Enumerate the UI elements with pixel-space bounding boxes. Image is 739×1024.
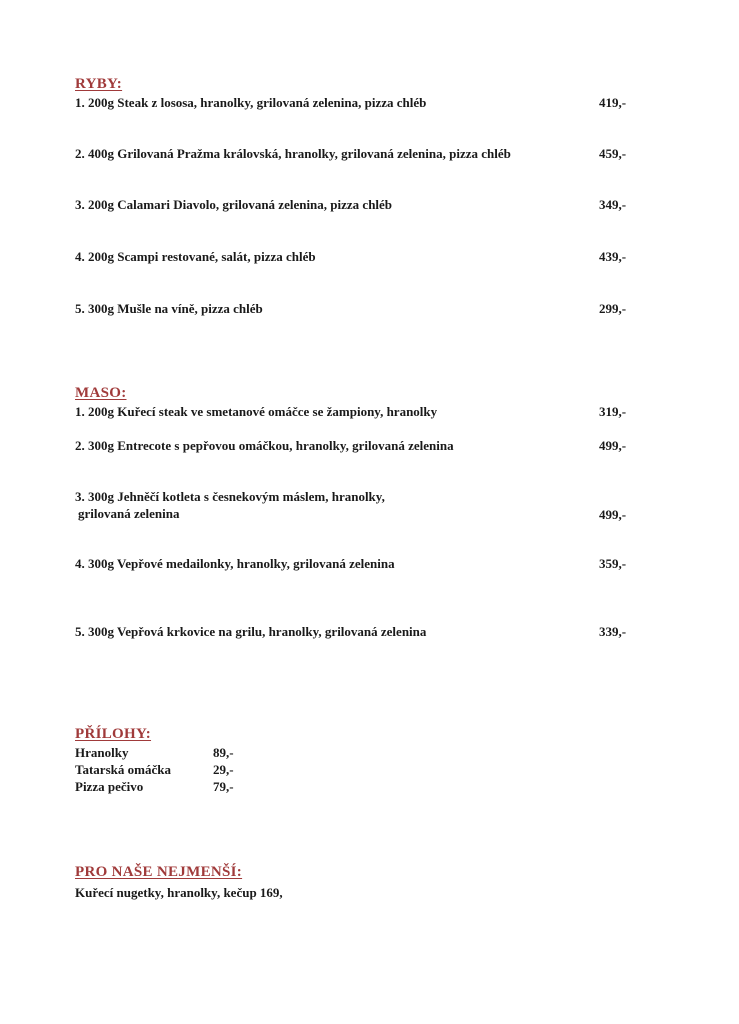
menu-item-fish-2: 2. 400g Grilovaná Pražma královská, hranolky, grilovaná zelenina, pizza chléb (75, 146, 511, 161)
menu-price-fish-4: 439,- (599, 249, 627, 264)
menu-item-fish-3: 3. 200g Calamari Diavolo, grilovaná zelenina, pizza chléb (75, 197, 393, 212)
menu-price-fish-2: 459,- (599, 146, 627, 161)
menu-item-meat-2: 2. 300g Entrecote s pepřovou omáčkou, hranolky, grilovaná zelenina (75, 438, 454, 453)
section-heading-kids: PRO NAŠE NEJMENŠÍ: (75, 864, 243, 880)
side-item-3: Pizza pečivo (75, 779, 144, 794)
menu-item-meat-3 (75, 488, 385, 522)
side-price-1: 89,- (213, 745, 234, 760)
menu-item-meat-3-line1: 3. 300g Jehněčí kotleta s česnekovým máslem, hranolky, (75, 489, 385, 504)
menu-price-fish-5: 299,- (599, 301, 627, 316)
menu-price-meat-4: 359,- (599, 556, 627, 571)
side-item-1: Hranolky (75, 745, 129, 760)
section-heading-sides: PŘÍLOHY: (75, 726, 152, 742)
side-price-2: 29,- (213, 762, 234, 777)
section-heading-meat: MASO: (75, 385, 127, 401)
menu-item-meat-4: 4. 300g Vepřové medailonky, hranolky, grilovaná zelenina (75, 556, 395, 571)
side-item-2: Tatarská omáčka (75, 762, 171, 777)
menu-price-meat-3: 499,- (599, 507, 627, 522)
menu-item-fish-5: 5. 300g Mušle na víně, pizza chléb (75, 301, 263, 316)
section-heading-fish: RYBY: (75, 76, 123, 92)
menu-item-meat-3-line2: grilovaná zelenina (78, 506, 180, 521)
menu-item-meat-1: 1. 200g Kuřecí steak ve smetanové omáčce se žampiony, hranolky (75, 404, 438, 419)
menu-price-meat-1: 319,- (599, 404, 627, 419)
menu-price-fish-1: 419,- (599, 95, 627, 110)
menu-price-meat-5: 339,- (599, 624, 627, 639)
side-price-3: 79,- (213, 779, 234, 794)
menu-item-fish-4: 4. 200g Scampi restované, salát, pizza chléb (75, 249, 316, 264)
kids-menu-item: Kuřecí nugetky, hranolky, kečup 169, (75, 885, 283, 900)
menu-item-meat-5: 5. 300g Vepřová krkovice na grilu, hranolky, grilovaná zelenina (75, 624, 427, 639)
menu-item-fish-1: 1. 200g Steak z lososa, hranolky, grilovaná zelenina, pizza chléb (75, 95, 427, 110)
menu-price-meat-2: 499,- (599, 438, 627, 453)
menu-price-fish-3: 349,- (599, 197, 627, 212)
